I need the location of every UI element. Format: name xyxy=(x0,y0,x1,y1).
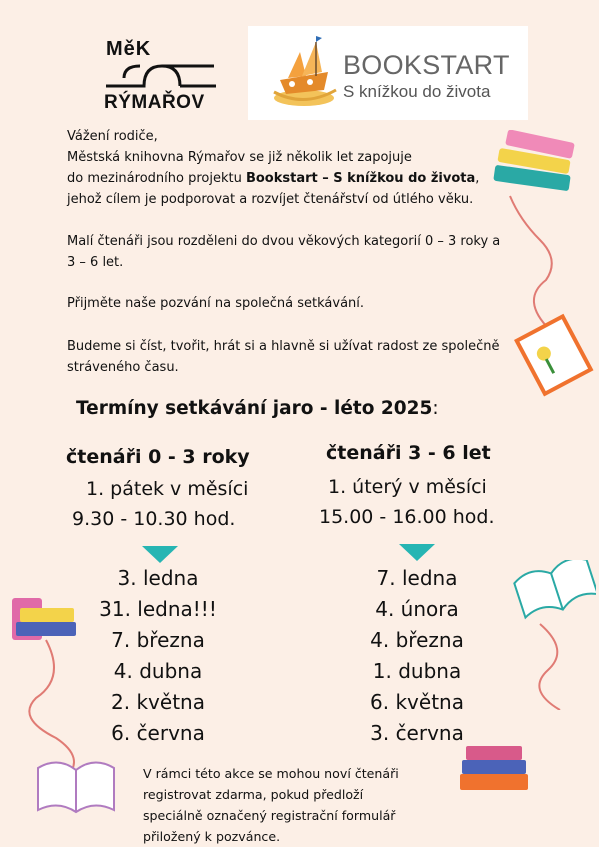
intro-line xyxy=(67,168,527,189)
date-item: 2. května xyxy=(111,690,205,714)
schedule-heading-colon: : xyxy=(432,398,439,419)
categories-line: 3 – 6 let. xyxy=(67,255,124,270)
schedule-heading-text: Termíny setkávání jaro - léto 2025 xyxy=(76,398,433,419)
activities-line: Budeme si číst, tvořit, hrát si a hlavně si užívat radost ze společně xyxy=(67,339,500,354)
activities-line: stráveného času. xyxy=(67,360,179,375)
intro-line: jehož cílem je podporovat a rozvíjet čtenářství od útlého věku. xyxy=(67,192,474,207)
invite-text: Přijměte naše pozvání na společná setkávání. xyxy=(67,296,365,311)
group-time-0-3: 9.30 - 10.30 hod. xyxy=(72,508,236,530)
bookstart-ship-icon xyxy=(266,32,342,112)
group-time-3-6: 15.00 - 16.00 hod. xyxy=(319,506,495,528)
categories-line: Malí čtenáři jsou rozděleni do dvou věkových kategorií 0 – 3 roky a xyxy=(67,234,501,249)
note-line: registrovat zdarma, pokud předloží xyxy=(143,787,364,802)
date-item: 3. června xyxy=(370,721,464,745)
project-name: Bookstart – S knížkou do života xyxy=(245,171,476,186)
registration-note xyxy=(143,763,443,847)
note-line: přiložený k pozvánce. xyxy=(143,829,281,844)
date-item: 4. března xyxy=(370,628,464,652)
bookstart-subtitle: S knížkou do života xyxy=(343,82,491,101)
intro-line: Městská knihovna Rýmařov se již několik let zapojuje xyxy=(67,150,412,165)
group-day-3-6: 1. úterý v měsíci xyxy=(328,476,487,498)
book-stack-bottom-right-icon xyxy=(456,740,536,802)
intro-text: do mezinárodního projektu xyxy=(67,171,246,186)
intro-text: , xyxy=(475,171,480,186)
activities-paragraph xyxy=(67,336,527,378)
hanging-books-right-top-icon xyxy=(480,130,595,430)
date-item: 3. ledna xyxy=(117,566,199,590)
intro-paragraph xyxy=(67,126,527,210)
library-logo-top-text: MěK xyxy=(106,38,152,60)
date-item: 6. června xyxy=(111,721,205,745)
group-title-3-6: čtenáři 3 - 6 let xyxy=(326,442,491,464)
categories-paragraph xyxy=(67,231,527,273)
arrow-down-icon xyxy=(399,544,435,561)
date-item: 4. dubna xyxy=(113,659,203,683)
group-day-0-3: 1. pátek v měsíci xyxy=(86,478,249,500)
arrow-down-icon xyxy=(142,546,178,563)
library-book-logo-icon xyxy=(104,60,220,90)
hanging-open-book-right-icon xyxy=(500,560,596,710)
open-book-bottom-left-icon xyxy=(34,748,118,818)
note-line: speciálně označený registrační formulář xyxy=(143,808,396,823)
bookstart-title: BOOKSTART xyxy=(343,50,510,80)
dates-list-3-6 xyxy=(317,566,517,752)
schedule-heading xyxy=(76,398,439,419)
greeting: Vážení rodiče, xyxy=(67,129,158,144)
date-item: 7. ledna xyxy=(376,566,458,590)
date-item: 31. ledna!!! xyxy=(99,597,217,621)
date-item: 4. února xyxy=(375,597,459,621)
date-item: 7. března xyxy=(111,628,205,652)
date-item: 6. května xyxy=(370,690,464,714)
note-line: V rámci této akce se mohou noví čtenáři xyxy=(143,766,399,781)
date-item: 1. dubna xyxy=(372,659,462,683)
group-title-0-3: čtenáři 0 - 3 roky xyxy=(66,446,250,468)
library-logo-bottom-text: RÝMAŘOV xyxy=(104,92,205,113)
